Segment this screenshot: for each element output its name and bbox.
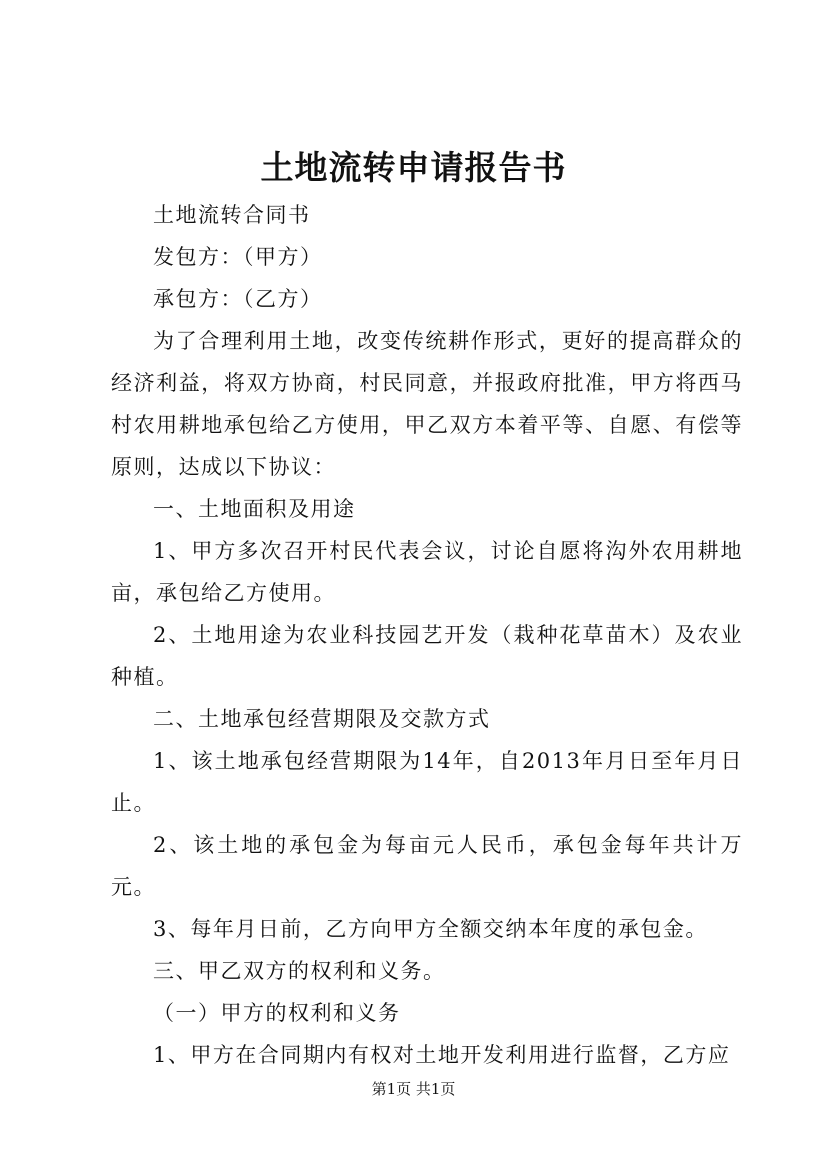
- paragraph-clause-2-2: 2、该土地的承包金为每亩元人民币，承包金每年共计万元。: [111, 833, 743, 899]
- paragraph-party-a: 发包方：（甲方）: [153, 245, 323, 269]
- paragraph-clause-2-3: 3、每年月日前，乙方向甲方全额交纳本年度的承包金。: [153, 917, 708, 941]
- paragraph-preamble: 为了合理利用土地，改变传统耕作形式，更好的提高群众的经济利益，将双方协商，村民同意，并报政府批准，甲方将西马村农用耕地承包给乙方使用，甲乙双方本着平等、自愿、有偿等原则，达成以下协议：: [111, 329, 743, 479]
- page-footer: 第1页 共1页: [371, 1080, 456, 1098]
- subsection-heading-3-1: （一）甲方的权利和义务: [153, 1001, 401, 1025]
- document-body: [111, 194, 743, 1076]
- section-heading-2: 二、土地承包经营期限及交款方式: [153, 707, 491, 731]
- section-heading-1: 一、土地面积及用途: [153, 497, 356, 521]
- paragraph-clause-2-1: 1、该土地承包经营期限为14年，自2013年月日至年月日止。: [111, 749, 743, 815]
- document-title: 土地流转申请报告书: [260, 148, 567, 187]
- paragraph-party-b: 承包方：（乙方）: [153, 287, 323, 311]
- paragraph-clause-1-1: 1、甲方多次召开村民代表会议，讨论自愿将沟外农用耕地亩，承包给乙方使用。: [111, 539, 743, 605]
- paragraph-clause-1-2: 2、土地用途为农业科技园艺开发（栽种花草苗木）及农业种植。: [111, 623, 743, 689]
- paragraph-contract-heading: 土地流转合同书: [153, 203, 311, 227]
- section-heading-3: 三、甲乙双方的权利和义务。: [153, 959, 446, 983]
- paragraph-clause-3-1-1: 1、甲方在合同期内有权对土地开发利用进行监督，乙方应: [153, 1043, 731, 1067]
